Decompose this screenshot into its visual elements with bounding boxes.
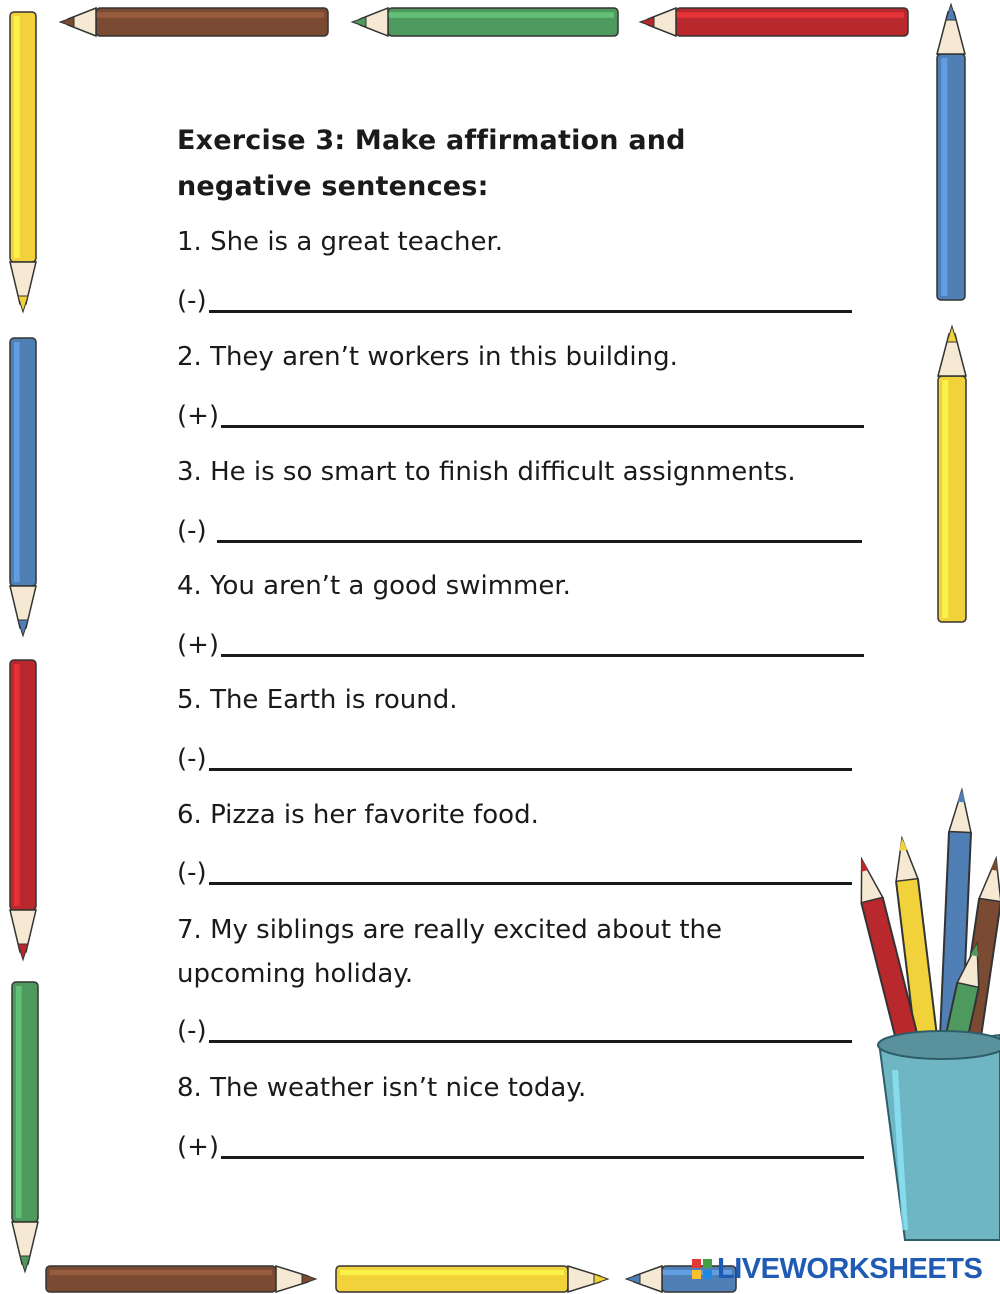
sentence-3: 3. He is so smart to finish difficult assignments.	[177, 457, 796, 487]
answer-line-1[interactable]	[177, 280, 852, 316]
answer-blank-3[interactable]	[217, 540, 862, 543]
answer-line-6[interactable]	[177, 852, 852, 888]
answer-blank-5[interactable]	[209, 768, 852, 771]
answer-sign-5: (-)	[177, 744, 207, 774]
answer-line-4[interactable]	[177, 624, 864, 660]
answer-line-3[interactable]	[177, 510, 862, 546]
answer-line-2[interactable]	[177, 395, 864, 431]
answer-sign-3: (-)	[177, 516, 215, 546]
answer-blank-1[interactable]	[209, 310, 852, 313]
sentence-4: 4. You aren’t a good swimmer.	[177, 571, 571, 601]
sentence-8: 8. The weather isn’t nice today.	[177, 1073, 587, 1103]
answer-sign-1: (-)	[177, 286, 207, 316]
answer-line-8[interactable]	[177, 1126, 864, 1162]
answer-blank-6[interactable]	[209, 882, 852, 885]
logo-tile-l	[692, 1259, 701, 1268]
liveworksheets-logo-icon	[692, 1259, 712, 1279]
logo-tile-v	[692, 1270, 701, 1279]
answer-blank-4[interactable]	[221, 654, 864, 657]
answer-blank-7[interactable]	[209, 1040, 852, 1043]
sentence-2: 2. They aren’t workers in this building.	[177, 342, 678, 372]
sentence-5: 5. The Earth is round.	[177, 685, 458, 715]
sentence-6: 6. Pizza is her favorite food.	[177, 800, 539, 830]
liveworksheets-logo[interactable]	[692, 1252, 982, 1286]
answer-sign-2: (+)	[177, 401, 220, 431]
sentence-1: 1. She is a great teacher.	[177, 227, 504, 257]
sentence-7: 7. My siblings are really excited about the upcoming holiday.	[177, 915, 723, 989]
logo-tile-e	[703, 1270, 712, 1279]
answer-sign-7: (-)	[177, 1016, 207, 1046]
answer-sign-4: (+)	[177, 630, 220, 660]
answer-line-5[interactable]	[177, 738, 852, 774]
answer-line-7[interactable]	[177, 1010, 852, 1046]
exercise-title: Exercise 3: Make affirmation and negative sentences:	[177, 125, 686, 202]
logo-tile-i	[703, 1259, 712, 1268]
answer-blank-8[interactable]	[221, 1156, 864, 1159]
answer-sign-6: (-)	[177, 858, 207, 888]
answer-sign-8: (+)	[177, 1132, 220, 1162]
logo-text: LIVEWORKSHEETS	[717, 1252, 983, 1285]
answer-blank-2[interactable]	[221, 425, 864, 428]
